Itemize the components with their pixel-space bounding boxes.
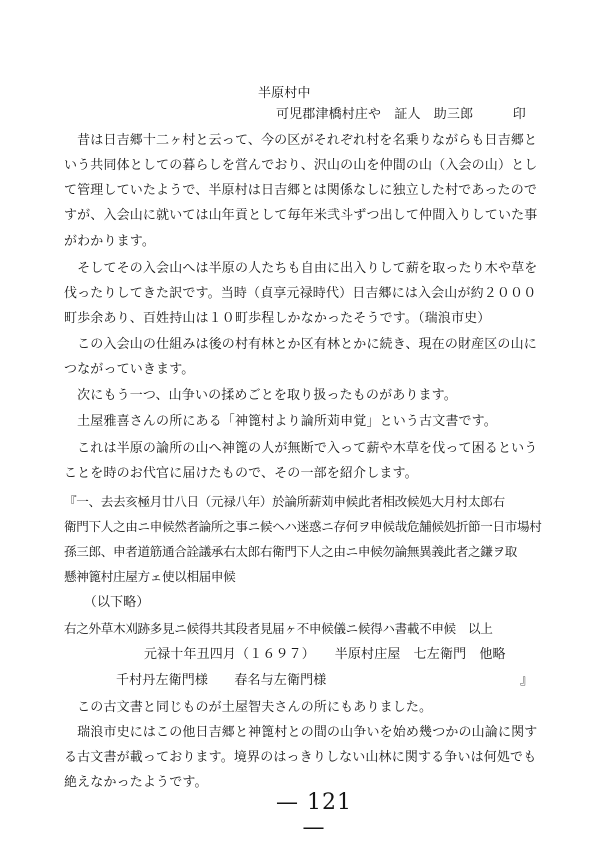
witness-line: 可児郡津橋村庄や 証人 助三郎 印 xyxy=(276,107,526,122)
body-line: いう共同体としての暮らしを営んでおり、沢山の山を仲間の山（入会の山）とし xyxy=(64,158,538,173)
quote-line: 衛門下人之由ニ申候然者論所之事ニ候ヘハ迷惑ニ存何ヲ申候哉危舗候処折節一日市場村 xyxy=(64,519,542,534)
body-line: ことを時のお代官に届けたもので、その一部を紹介します。 xyxy=(64,466,418,481)
body-line: 土屋雅喜さんの所にある「神篦村より論所苅申覚」という古文書です。 xyxy=(64,414,497,429)
body-line: 瑞浪市史にはこの他日吉郷と神篦村との間の山争いを始め幾つかの山論に関す xyxy=(64,725,538,740)
body-line: これは半原の論所の山へ神篦の人が無断で入って薪や木草を伐って困るという xyxy=(64,441,538,456)
body-line: この入会山の仕組みは後の村有林とか区有林とかに続き、現在の財産区の山に xyxy=(64,337,537,352)
addressee-names: 千村丹左衛門様 春名与左衛門様 xyxy=(116,673,327,688)
body-line: て管理していたようで、半原村は日吉郷とは関係なしに独立した村であったので xyxy=(64,183,538,198)
quote-line: 『一、去去亥極月廿八日（元禄八年）於論所薪苅申候此者相改候処大月村太郎右 xyxy=(64,494,505,509)
page-number: — 121 — xyxy=(276,790,352,840)
body-line: 絶えなかったようです。 xyxy=(64,775,208,790)
body-line: この古文書と同じものが土屋智夫さんの所にもありました。 xyxy=(64,700,433,715)
body-line: すが、入会山に就いては山年貢として毎年米弐斗ずつ出して仲間入りしていた事 xyxy=(64,208,538,223)
quote-line: 孫三郎、申者道筋通合詮議承右太郎右衛門下人之由ニ申候勿論無異義此者之鎌ヲ取 xyxy=(64,544,518,559)
body-line: がわかります。 xyxy=(64,234,156,249)
body-line: 伐ったりしてきた訳です。当時（貞享元禄時代）日吉郷には入会山が約２０００ xyxy=(64,286,537,301)
body-line: 町歩余あり、百姓持山は１０町歩程しかなかったそうです。（瑞浪市史） xyxy=(64,311,491,326)
village-heading: 半原村中 xyxy=(258,86,311,101)
body-line: そしてその入会山へは半原の人たちも自由に出入りして薪を取ったり木や草を xyxy=(64,261,538,276)
omission-note: （以下略） xyxy=(64,595,150,610)
body-line: 昔は日吉郷十二ヶ村と云って、今の区がそれぞれ村を名乗りながらも日吉郷と xyxy=(64,133,538,148)
date-signatory-line: 元禄十年丑四月（１６９７） 半原村庄屋 七左衛門 他略 xyxy=(144,647,506,662)
quote-line: 懸神篦村庄屋方ェ使以相届申候 xyxy=(64,569,236,584)
body-line: 次にもう一つ、山争いの揉めごとを取り扱ったものがあります。 xyxy=(64,388,457,403)
body-line: る古文書が載っております。境界のはっきりしない山林に関する争いは何処でも xyxy=(64,750,537,765)
quote-line: 右之外草木刈跡多見ニ候得共其段者見届ヶ不申候儀ニ候得ハ書載不申候 以上 xyxy=(64,621,493,636)
closing-quote-bracket: 』 xyxy=(520,673,534,688)
body-line: つながっていきます。 xyxy=(64,362,195,377)
